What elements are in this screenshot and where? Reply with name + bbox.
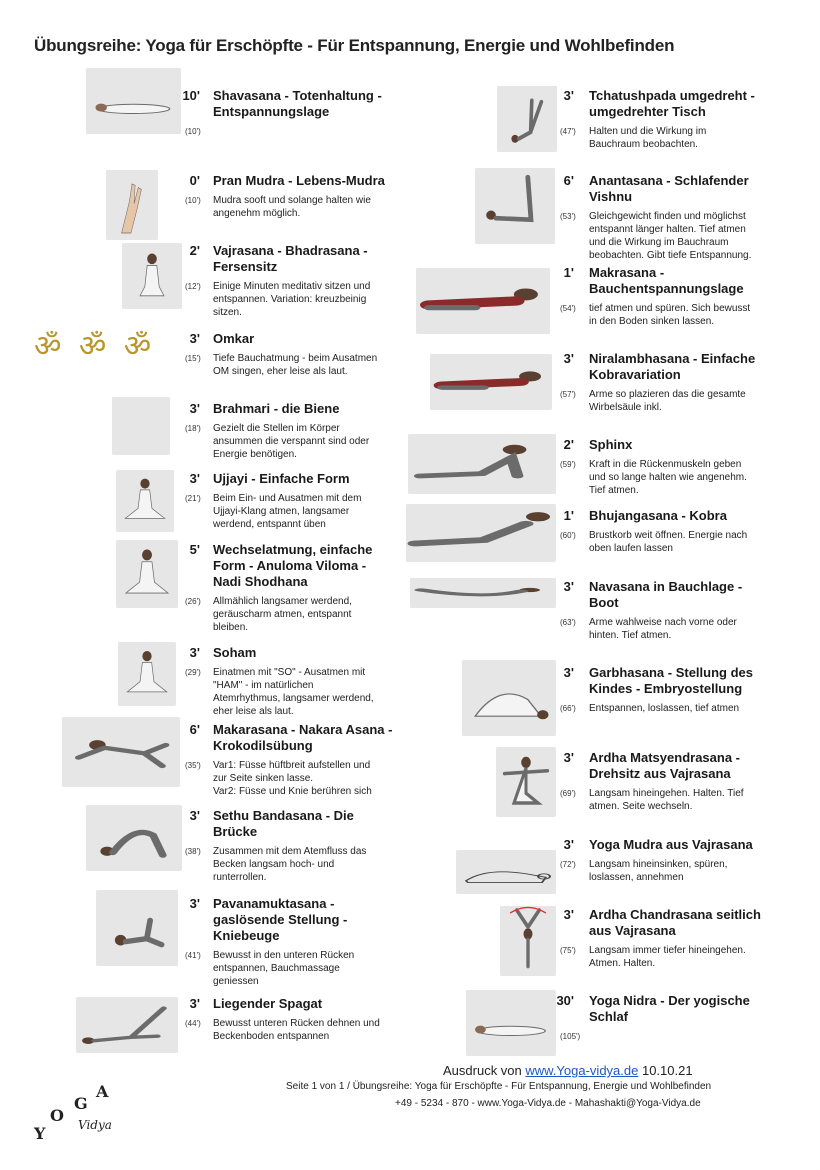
exercise-name: Navasana in Bauchlage - (589, 579, 743, 594)
exercise-duration: 2' (563, 437, 574, 452)
exercise-name: Vishnu (589, 189, 633, 204)
cumulative-time: (47') (560, 127, 576, 136)
exercise-name: Pran Mudra - Lebens-Mudra (213, 173, 385, 188)
exercise-description: runterrollen. (213, 872, 267, 883)
logo-letter-o: O (50, 1106, 64, 1125)
exercise-name: Yoga Mudra aus Vajrasana (589, 837, 753, 852)
exercise-name: Wechselatmung, einfache (213, 542, 373, 557)
print-prefix: Ausdruck von (443, 1063, 526, 1078)
pose-twist-icon (62, 717, 180, 787)
print-date: 10.10.21 (638, 1063, 693, 1078)
cumulative-time: (57') (560, 390, 576, 399)
exercise-name: Vajrasana - Bhadrasana - (213, 243, 368, 258)
exercise-description: bleiben. (213, 622, 249, 633)
exercise-description: Entspannen, loslassen, tief atmen (589, 703, 740, 714)
exercise-name: Ujjayi - Einfache Form (213, 471, 350, 486)
exercise-description: hinten. Tief atmen. (589, 630, 672, 641)
exercise-name: Pavanamuktasana - (213, 896, 335, 911)
exercise-name: Bhujangasana - Kobra (589, 508, 727, 523)
exercise-description: geniessen (213, 976, 259, 987)
exercise-duration: 6' (189, 722, 200, 737)
cumulative-time: (29') (185, 668, 201, 677)
exercise-name: Boot (589, 595, 619, 610)
cumulative-time: (54') (560, 304, 576, 313)
exercise-description: Langsam hineinsinken, spüren, (589, 859, 728, 870)
exercise-description: Arme wahlweise nach vorne oder (589, 617, 737, 628)
exercise-duration: 10' (182, 88, 200, 103)
footer-contact: +49 - 5234 - 870 - www.Yoga-Vidya.de - Mahashakti@Yoga-Vidya.de (395, 1098, 701, 1109)
cumulative-time: (72') (560, 860, 576, 869)
exercise-description: und die Wirkung im Bauchraum (589, 237, 729, 248)
exercise-duration: 3' (563, 750, 574, 765)
exercise-description: Var2: Füsse und Knie berühren sich (213, 786, 372, 797)
exercise-duration: 3' (563, 351, 574, 366)
exercise-name: Kniebeuge (213, 928, 280, 943)
exercise-name: Yoga Nidra - Der yogische (589, 993, 750, 1008)
exercise-description: Becken langsam hoch- und (213, 859, 335, 870)
exercise-duration: 3' (189, 996, 200, 1011)
exercise-duration: 3' (189, 808, 200, 823)
cumulative-time: (75') (560, 946, 576, 955)
exercise-description: Bewusst unteren Rücken dehnen und (213, 1018, 380, 1029)
exercise-name: Brücke (213, 824, 258, 839)
exercise-name: Brahmari - die Biene (213, 401, 340, 416)
exercise-duration: 3' (189, 471, 200, 486)
exercise-description: Bauchraum beobachten. (589, 139, 698, 150)
page-title: Übungsreihe: Yoga für Erschöpfte - Für Entspannung, Energie und Wohlbefinden (34, 36, 675, 55)
exercise-description: und so lange halten wie angenehm. (589, 472, 747, 483)
exercise-description: Atmen. Halten. (589, 958, 656, 969)
exercise-duration: 6' (563, 173, 574, 188)
exercise-name: Omkar (213, 331, 255, 346)
exercise-description: Var1: Füsse hüftbreit aufstellen und (213, 760, 371, 771)
exercise-name: Krokodilsübung (213, 738, 313, 753)
exercise-name: Ardha Matsyendrasana - (589, 750, 740, 765)
exercise-description: Langsam immer tiefer hineingehen. (589, 945, 746, 956)
exercise-name: Anantasana - Schlafender (589, 173, 749, 188)
cumulative-time: (10') (185, 196, 201, 205)
pose-sphinx-icon (408, 434, 556, 494)
exercise-name: Liegender Spagat (213, 996, 323, 1011)
exercise-duration: 3' (189, 896, 200, 911)
exercise-description: entspannen, Bauchmassage (213, 963, 340, 974)
exercise-name: Fersensitz (213, 259, 278, 274)
exercise-description: loslassen, annehmen (589, 872, 684, 883)
exercise-description: Beckenboden entspannen (213, 1031, 330, 1042)
cumulative-time: (35') (185, 761, 201, 770)
logo-vidya-text: Vidya (78, 1118, 112, 1132)
exercise-duration: 3' (189, 331, 200, 346)
exercise-duration: 5' (189, 542, 200, 557)
exercise-description: Zusammen mit dem Atemfluss das (213, 846, 367, 857)
exercise-duration: 3' (563, 907, 574, 922)
exercise-description: eher leise als laut. (213, 706, 294, 717)
pose-prone-icon (416, 268, 550, 334)
exercise-description: Einatmen mit "SO" - Ausatmen mit (213, 667, 366, 678)
exercise-description: Ujjayi-Klang atmen, langsamer (213, 506, 350, 517)
cumulative-time: (69') (560, 789, 576, 798)
exercise-description: entspannen. Variation: kreuzbeinig (213, 294, 367, 305)
exercise-description: Beim Ein- und Ausatmen mit dem (213, 493, 362, 504)
footer-page-info: Seite 1 von 1 / Übungsreihe: Yoga für Erschöpfte - Für Entspannung, Energie und Wohlbefinden (286, 1081, 712, 1092)
exercise-duration: 3' (189, 645, 200, 660)
cumulative-time: (53') (560, 212, 576, 221)
exercise-description: Wirbelsäule inkl. (589, 402, 662, 413)
exercise-duration: 30' (556, 993, 574, 1008)
exercise-description: Arme so plazieren das die gesamte (589, 389, 746, 400)
exercise-duration: 3' (563, 665, 574, 680)
cumulative-time: (15') (185, 354, 201, 363)
exercise-name: Kindes - Embryostellung (589, 681, 743, 696)
exercise-description: zur Seite sinken lasse. (213, 773, 314, 784)
exercise-name: Bauchentspannungslage (589, 281, 744, 296)
exercise-description: "HAM" - im natürlichen (213, 680, 314, 691)
exercise-description: angenehm möglich. (213, 208, 301, 219)
logo-letter-a: A (96, 1082, 109, 1101)
exercise-name: Tchatushpada umgedreht - (589, 88, 755, 103)
exercise-name: Entspannungslage (213, 104, 330, 119)
exercise-description: Brustkorb weit öffnen. Energie nach (589, 530, 748, 541)
exercise-description: sitzen. (213, 307, 242, 318)
cumulative-time: (26') (185, 597, 201, 606)
exercise-description: Allmählich langsamer werdend, (213, 596, 352, 607)
exercise-name: Nadi Shodhana (213, 574, 308, 589)
logo-letter-g: G (74, 1094, 88, 1113)
om-symbol-icon: ॐ ॐ ॐ (34, 329, 156, 364)
exercise-name: Sphinx (589, 437, 633, 452)
exercise-description: Langsam hineingehen. Halten. Tief (589, 788, 744, 799)
exercise-description: in den Boden sinken lassen. (589, 316, 715, 327)
cumulative-time: (59') (560, 460, 576, 469)
pose-prone-icon (430, 354, 552, 410)
exercise-duration: 3' (563, 579, 574, 594)
pose-forward-bend-icon (456, 850, 556, 894)
cumulative-time: (18') (185, 424, 201, 433)
exercise-name: Soham (213, 645, 257, 660)
yoga-vidya-logo (30, 1080, 120, 1150)
hand-mudra-icon (106, 170, 158, 240)
print-source-line (443, 1063, 693, 1078)
exercise-name: gaslösende Stellung - (213, 912, 348, 927)
exercise-description: Energie benötigen. (213, 449, 297, 460)
pose-leg-raise-icon (76, 997, 178, 1053)
exercise-description: entspannt länger halten. Tief atmen (589, 224, 746, 235)
exercise-name: Shavasana - Totenhaltung - (213, 88, 382, 103)
pose-cobra-icon (406, 504, 556, 562)
cumulative-time: (38') (185, 847, 201, 856)
exercise-description: atmen. Seite wechseln. (589, 801, 693, 812)
exercise-name: Makrasana - (589, 265, 665, 280)
exercise-name: Sethu Bandasana - Die (213, 808, 354, 823)
exercise-duration: 3' (563, 88, 574, 103)
logo-letter-y: Y (34, 1124, 46, 1143)
cumulative-time: (41') (185, 951, 201, 960)
exercise-duration: 2' (189, 243, 200, 258)
exercise-description: werdend, entspannt üben (213, 519, 326, 530)
cumulative-time: (60') (560, 531, 576, 540)
exercise-description: Halten und die Wirkung im (589, 126, 707, 137)
exercise-description: Tief atmen. (589, 485, 639, 496)
exercise-description: OM singen, eher leise als laut. (213, 366, 348, 377)
pose-boat-icon (410, 578, 556, 608)
exercise-name: Niralambhasana - Einfache (589, 351, 756, 366)
exercise-name: Form - Anuloma Viloma - (213, 558, 367, 573)
exercise-name: Kobravariation (589, 367, 681, 382)
exercise-name: Garbhasana - Stellung des (589, 665, 753, 680)
cumulative-time: (12') (185, 282, 201, 291)
exercise-name: umgedrehter Tisch (589, 104, 706, 119)
bee-icon (112, 397, 170, 455)
cumulative-time: (44') (185, 1019, 201, 1028)
exercise-duration: 0' (189, 173, 200, 188)
exercise-description: ansummen die verspannt sind oder (213, 436, 370, 447)
exercise-description: geräuscharm atmen, entspannt (213, 609, 352, 620)
exercise-name: aus Vajrasana (589, 923, 676, 938)
exercise-description: oben laufen lassen (589, 543, 673, 554)
exercise-description: Tiefe Bauchatmung - beim Ausatmen (213, 353, 378, 364)
exercise-description: Bewusst in den unteren Rücken (213, 950, 355, 961)
cumulative-time: (63') (560, 618, 576, 627)
exercise-description: Gleichgewicht finden und möglichst (589, 211, 746, 222)
exercise-duration: 1' (563, 508, 574, 523)
cumulative-time: (66') (560, 704, 576, 713)
exercise-description: Atemrhythmus, langsamer werdend, (213, 693, 374, 704)
exercise-duration: 3' (189, 401, 200, 416)
cumulative-time: (10') (185, 127, 201, 136)
exercise-description: Gezielt die Stellen im Körper (213, 423, 340, 434)
exercise-name: Makarasana - Nakara Asana - (213, 722, 393, 737)
exercise-duration: 1' (563, 265, 574, 280)
exercise-name: Ardha Chandrasana seitlich (589, 907, 761, 922)
cumulative-time: (105') (560, 1032, 581, 1041)
exercise-duration: 3' (563, 837, 574, 852)
exercise-description: Mudra sooft und solange halten wie (213, 195, 371, 206)
exercise-name: Drehsitz aus Vajrasana (589, 766, 731, 781)
exercise-description: Einige Minuten meditativ sitzen und (213, 281, 371, 292)
print-source-link[interactable]: www.Yoga-vidya.de (525, 1063, 639, 1078)
exercise-description: beobachten. Gibt tiefe Entspannung. (589, 250, 752, 261)
exercise-description: tief atmen und spüren. Sich bewusst (589, 303, 751, 314)
exercise-name: Schlaf (589, 1009, 629, 1024)
exercise-description: Kraft in die Rückenmuskeln geben (589, 459, 742, 470)
cumulative-time: (21') (185, 494, 201, 503)
